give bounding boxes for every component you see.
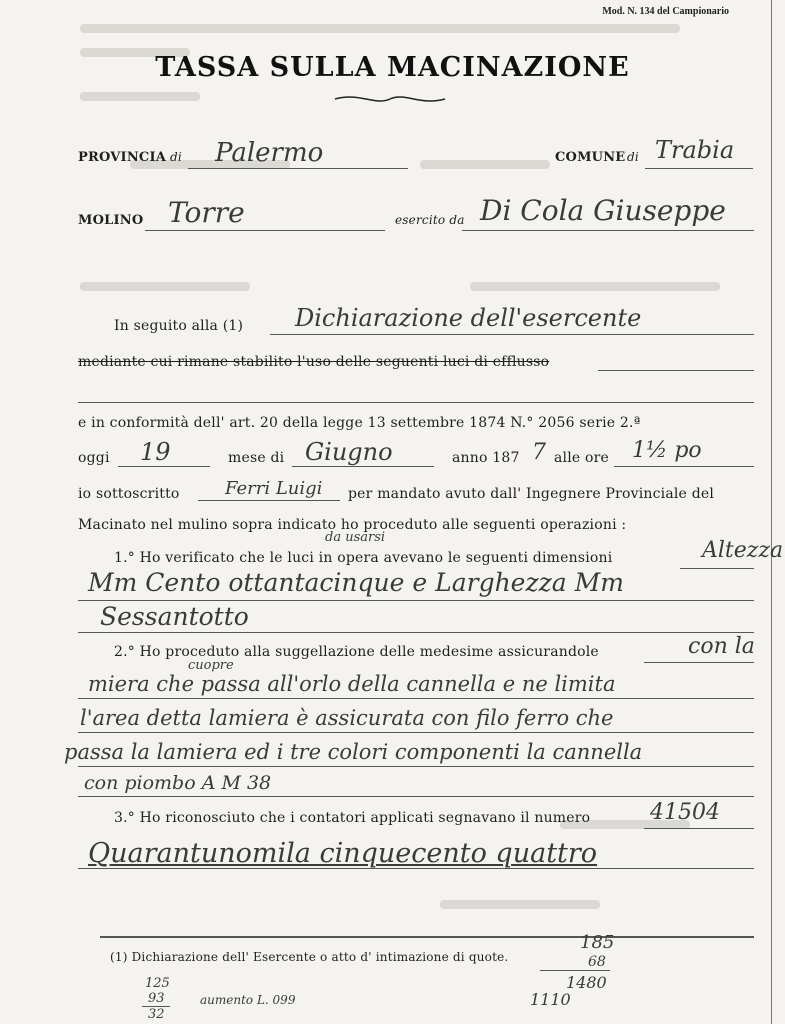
esercito-rule	[462, 230, 754, 231]
comune-di: di	[627, 150, 639, 164]
op1-rule-0	[680, 568, 754, 569]
footnote: (1) Dichiarazione dell' Esercente o atto d' intimazione di quote.	[110, 950, 509, 964]
calc-right-rule	[540, 970, 610, 971]
anno-value: 7	[532, 440, 546, 465]
ore-value: 1½ po	[632, 438, 702, 463]
op2-rule-4	[78, 796, 754, 797]
op1-hw-inline: Altezza	[702, 538, 784, 563]
op2-rule-2	[78, 732, 754, 733]
op2-insert: cuopre	[188, 658, 234, 673]
ore-label: alle ore	[554, 450, 610, 466]
comune-label: COMUNE	[555, 150, 626, 165]
sottoscritto-label: io sottoscritto	[78, 486, 180, 502]
provincia-rule	[188, 168, 408, 169]
op1-insert: da usarsi	[325, 530, 386, 545]
oggi-value: 19	[140, 438, 171, 466]
mediante-line: mediante cui rimane stabilito l'uso delle seguenti luci di efflusso	[78, 354, 550, 370]
footer-separator	[100, 936, 754, 938]
sottoscritto-value: Ferri Luigi	[225, 478, 323, 499]
oggi-label: oggi	[78, 450, 110, 466]
op2-hw-line4: con piombo A M 38	[84, 772, 272, 794]
esercito-label: esercito da	[395, 213, 465, 227]
op2-text: 2.° Ho proceduto alla suggellazione delle medesime assicurandole	[114, 644, 599, 660]
mese-label: mese di	[228, 450, 285, 466]
title-ornament	[330, 92, 450, 106]
anno-label: anno 187	[452, 450, 520, 466]
op2-hw-line3: passa la lamiera ed i tre colori componenti la cannella	[64, 740, 643, 764]
op1-text: 1.° Ho verificato che le luci in opera avevano le seguenti dimensioni	[114, 550, 613, 566]
op2-hw-inline: con la	[688, 634, 755, 659]
op2-rule-0	[644, 662, 754, 663]
provincia-label: PROVINCIA	[78, 150, 167, 165]
comune-rule	[645, 168, 753, 169]
op2-rule-1	[78, 698, 754, 699]
op3-rule-1	[78, 868, 754, 869]
seguito-rule	[270, 334, 754, 335]
sottoscritto-rule	[198, 500, 340, 501]
molino-label: MOLINO	[78, 213, 144, 228]
conformita-line: e in conformità dell' art. 20 della legge 13 settembre 1874 N.° 2056 serie 2.ª	[78, 415, 641, 431]
op2-hw-line1: miera che passa all'orlo della cannella e ne limita	[88, 672, 616, 696]
provincia-value: Palermo	[215, 138, 324, 168]
op1-hw-line1: Mm Cento ottantacinque e Larghezza Mm	[88, 568, 624, 597]
op1-rule-2	[78, 632, 754, 633]
op3-hw-inline: 41504	[650, 800, 720, 825]
calc-right-1: 185	[580, 932, 615, 953]
op1-hw-line2: Sessantotto	[100, 602, 249, 631]
molino-value: Torre	[168, 196, 245, 229]
esercito-value: Di Cola Giuseppe	[480, 194, 726, 227]
calc-left-note: aumento L. 099	[200, 993, 296, 1007]
calc-left-1: 125	[145, 976, 170, 991]
provincia-di: di	[170, 150, 182, 164]
macinato-line: Macinato nel mulino sopra indicato ho proceduto alle seguenti operazioni :	[78, 517, 627, 533]
op3-text: 3.° Ho riconosciuto che i contatori applicati segnavano il numero	[114, 810, 591, 826]
document-title: TASSA SULLA MACINAZIONE	[155, 52, 630, 83]
molino-rule	[145, 230, 385, 231]
calc-right-4: 1110	[530, 990, 571, 1009]
ore-rule	[614, 466, 754, 467]
op2-rule-3	[78, 766, 754, 767]
mese-value: Giugno	[305, 438, 393, 466]
calc-left-3: 32	[148, 1007, 165, 1022]
calc-right-2: 68	[588, 954, 606, 970]
calc-left-2: 93	[148, 991, 165, 1006]
calc-right-3: 1480	[566, 973, 607, 992]
blank-rule	[78, 402, 754, 403]
mese-rule	[292, 466, 434, 467]
mediante-rule	[598, 370, 754, 371]
mandato-text: per mandato avuto dall' Ingegnere Provinciale del	[348, 486, 715, 502]
seguito-label: In seguito alla (1)	[114, 318, 244, 334]
op3-rule-0	[644, 828, 754, 829]
oggi-rule	[118, 466, 210, 467]
comune-value: Trabia	[655, 136, 735, 164]
seguito-value: Dichiarazione dell'esercente	[295, 304, 642, 332]
model-number: Mod. N. 134 del Campionario	[602, 6, 729, 17]
op1-rule-1	[78, 600, 754, 601]
right-border-line	[771, 0, 772, 1024]
op2-hw-line2: l'area detta lamiera è assicurata con filo ferro che	[80, 706, 614, 730]
op3-hw-line1: Quarantunomila cinquecento quattro	[88, 838, 598, 869]
